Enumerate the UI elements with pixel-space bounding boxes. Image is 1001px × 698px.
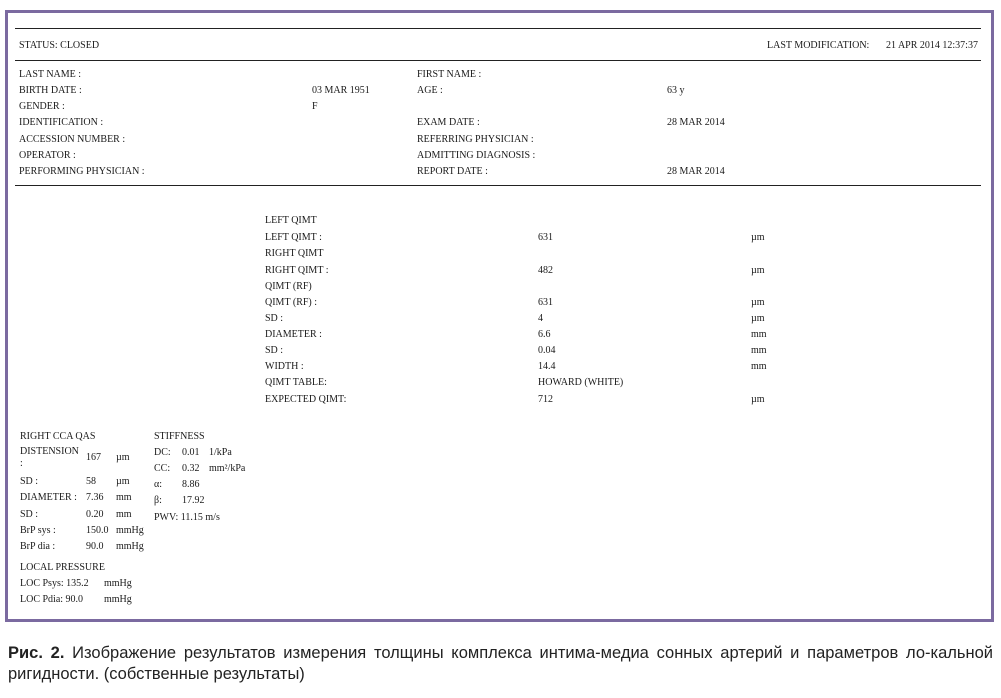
qimt-unit: µm: [751, 297, 765, 308]
qimt-unit: mm: [751, 345, 767, 356]
qas-unit: mm: [116, 492, 132, 503]
qimt-label: QIMT (RF) :: [265, 297, 318, 308]
qimt-label: SD :: [265, 345, 284, 356]
qimt-unit: µm: [751, 313, 765, 324]
loc-psys-text: LOC Psys: 135.2: [20, 578, 89, 589]
qimt-label: EXPECTED QIMT:: [265, 394, 347, 405]
qimt-label: RIGHT QIMT :: [265, 265, 329, 276]
report-frame: [5, 10, 994, 622]
qimt-value: 631: [538, 297, 553, 308]
qimt-label: LEFT QIMT :: [265, 232, 322, 243]
gender-label: GENDER :: [19, 101, 65, 112]
age-label: AGE :: [417, 85, 443, 96]
loc-psys-unit: mmHg: [104, 578, 132, 589]
first-name-label: FIRST NAME :: [417, 69, 482, 80]
birth-date-value: 03 MAR 1951: [312, 85, 370, 96]
qas-unit: mm: [116, 509, 132, 520]
qas-value: 0.20: [86, 509, 104, 520]
figure-caption: [8, 643, 993, 685]
last-modification-value: 21 APR 2014 12:37:37: [886, 40, 978, 51]
admitting-diagnosis-label: ADMITTING DIAGNOSIS :: [417, 150, 536, 161]
qimt-label: QIMT TABLE:: [265, 377, 327, 388]
exam-date-label: EXAM DATE :: [417, 117, 480, 128]
header-divider: [15, 60, 981, 61]
stiffness-title: STIFFNESS: [154, 431, 205, 442]
qimt-unit: mm: [751, 329, 767, 340]
qas-unit: mmHg: [116, 525, 144, 536]
qimt-unit: mm: [751, 361, 767, 372]
qimt-label: DIAMETER :: [265, 329, 322, 340]
stiffness-value: 8.86: [182, 479, 200, 490]
local-pressure-title: LOCAL PRESSURE: [20, 562, 105, 573]
qas-unit: µm: [116, 476, 130, 487]
stiffness-label: CC:: [154, 463, 171, 474]
stiffness-unit: mm²/kPa: [209, 463, 246, 474]
report-date-label: REPORT DATE :: [417, 166, 488, 177]
qas-unit: µm: [116, 452, 130, 463]
qas-value: 90.0: [86, 541, 104, 552]
identification-label: IDENTIFICATION :: [19, 117, 104, 128]
qimt-value: 712: [538, 394, 553, 405]
operator-label: OPERATOR :: [19, 150, 76, 161]
stiffness-value: 0.32: [182, 463, 200, 474]
top-divider: [15, 28, 981, 29]
loc-pdia-text: LOC Pdia: 90.0: [20, 594, 84, 605]
performing-physician-label: PERFORMING PHYSICIAN :: [19, 166, 145, 177]
qas-value: 7.36: [86, 492, 104, 503]
stiffness-value: 17.92: [182, 495, 205, 506]
qimt-unit: µm: [751, 394, 765, 405]
stiffness-unit: 1/kPa: [209, 447, 232, 458]
qimt-unit: µm: [751, 265, 765, 276]
qimt-value: 631: [538, 232, 553, 243]
qimt-label: QIMT (RF): [265, 281, 312, 292]
age-value: 63 y: [667, 85, 685, 96]
pwv-text: PWV: 11.15 m/s: [154, 512, 220, 523]
qas-label: SD :: [20, 509, 39, 520]
qimt-label: LEFT QIMT: [265, 215, 317, 226]
report-date-value: 28 MAR 2014: [667, 166, 725, 177]
qimt-label: RIGHT QIMT: [265, 248, 324, 259]
accession-label: ACCESSION NUMBER :: [19, 134, 126, 145]
qas-value: 58: [86, 476, 96, 487]
qimt-value: 6.6: [538, 329, 551, 340]
last-name-label: LAST NAME :: [19, 69, 82, 80]
stiffness-label: α:: [154, 479, 163, 490]
loc-pdia-unit: mmHg: [104, 594, 132, 605]
qas-unit: mmHg: [116, 541, 144, 552]
qas-title: RIGHT CCA QAS: [20, 431, 96, 442]
qimt-value: HOWARD (WHITE): [538, 377, 624, 388]
stiffness-label: DC:: [154, 447, 171, 458]
qimt-unit: µm: [751, 232, 765, 243]
qas-label: DIAMETER :: [20, 492, 77, 503]
caption-text: Изображение результатов измерения толщины комплекса интима-медиа сонных артерий и параметров ло-кальной ригидности. (собственные результаты): [8, 644, 993, 683]
qimt-value: 14.4: [538, 361, 556, 372]
caption-label: Рис. 2.: [8, 644, 65, 662]
status-text: STATUS: CLOSED: [19, 40, 100, 51]
stiffness-value: 0.01: [182, 447, 200, 458]
qas-label: DISTENSION: [20, 446, 79, 457]
qimt-value: 0.04: [538, 345, 556, 356]
qas-value: 150.0: [86, 525, 109, 536]
stiffness-label: β:: [154, 495, 162, 506]
qimt-value: 482: [538, 265, 553, 276]
qas-colon: :: [20, 458, 23, 469]
patient-divider: [15, 185, 981, 186]
qimt-label: WIDTH :: [265, 361, 304, 372]
gender-value: F: [312, 101, 318, 112]
exam-date-value: 28 MAR 2014: [667, 117, 725, 128]
qas-label: BrP dia :: [20, 541, 56, 552]
qas-value: 167: [86, 452, 101, 463]
last-modification-label: LAST MODIFICATION:: [767, 40, 870, 51]
qimt-label: SD :: [265, 313, 284, 324]
qimt-value: 4: [538, 313, 543, 324]
referring-physician-label: REFERRING PHYSICIAN :: [417, 134, 534, 145]
qas-label: BrP sys :: [20, 525, 56, 536]
birth-date-label: BIRTH DATE :: [19, 85, 82, 96]
qas-label: SD :: [20, 476, 39, 487]
